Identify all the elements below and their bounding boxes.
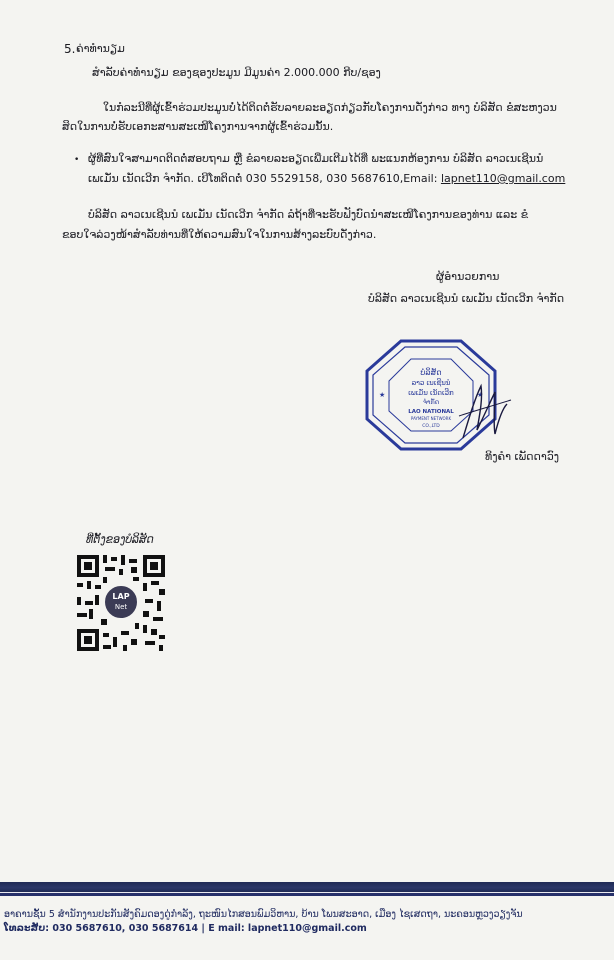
contact-line-1: ຜູ້ທີ່ສົນໃຈສາມາດຕິດຕໍ່ສອບຖາມ ຫຼື ຂໍລາຍລະອຽດເພີ່ມເຕີມໄດ້ທີ່ ພະແນກຫ້ອງການ ບໍລິສັດ ລາວເນເຊີນນໍ [88,152,544,165]
section-title: ຄ່າທຳນຽມ [76,42,125,55]
stamp-en-line-1: LAO NATIONAL [408,409,454,415]
signatory-company: ບໍລິສັດ ລາວເນເຊີນນໍ ເພເມັ່ນ ເນັດເວີກ ຈຳກັດ [368,292,565,305]
footer-band [0,882,614,896]
stamp-en-line-3: CO.,LTD [422,424,440,429]
qr-logo-text-bottom: Net [114,603,128,611]
stamp-lao-line-2: ລາວ ເນເຊີນນໍ [411,379,451,387]
contact-email-link[interactable]: lapnet110@gmail.com [440,172,566,185]
stamp-lao-line-3: ເພເມັ່ນ ເນັດເວີກ [408,389,454,397]
section-number: 5. [64,42,76,56]
contact-line-2-prefix: ເພເມັ່ນ ເນັດເວີກ ຈຳກັດ. ເບີໂທຕິດຕໍ່ 030 5529158, 030 5687610,Email: [88,172,441,185]
footer-address: ອາຄານຊັ້ນ 5 ສຳນັກງານປະກັນສັງຄົມດອງດູ່ກຳລັງ, ຖະໜົນໄກສອນພົມວິຫານ, ບ້ານ ໂພນສະອາດ, ເມືອງ ໄຊເສດຖາ, ນະຄອນຫຼວງວຽງຈັນ [4,909,523,920]
fee-line: ສຳລັບຄ່າທຳນຽມ ຂອງຊອງປະມູນ ມີມູນຄ່າ 2.000.000 ກີບ/ຊອງ [92,66,381,79]
stamp-lao-line-1: ບໍລິສັດ [420,368,442,377]
signatory-name: ທິງຄຳ ເພັດດາວົງ [485,450,560,463]
handwritten-signature [455,378,515,444]
contact-bullet: • [74,155,80,165]
thanks-line-1: ບໍລິສັດ ລາວເນເຊີນນໍ ເພເມັ່ນ ເນັດເວີກ ຈຳກັດ ລໍຖ້າທີ່ຈະຮັບຟັງບົດນຳສະເໜີໂຄງການຂອງທ່ານ ແລະ ຂໍ [88,208,529,221]
svg-text:★: ★ [477,391,484,399]
stamp-lao-line-4: ຈຳກັດ [422,398,440,406]
stamp-en-line-2: PAYMENT NETWORK [410,416,452,421]
thanks-line-2: ຂອບໃຈລ່ວງໜ້າສຳລັບທ່ານທີ່ໃຫ້ຄວາມສົນໃຈໃນການສ້າງລະບົບດັ່ງກ່າວ. [62,228,377,241]
notice-line-1: ໃນກໍລະນີທີ່ຜູ້ເຂົ້າຮ່ວມປະມູນບໍ່ໄດ້ຕິດຕໍ່ຮັບລາຍລະອຽດກ່ຽວກັບໂຄງການດັ່ງກ່າວ ທາງ ບໍລິສັດ ຂໍສະຫງວນ [103,101,557,114]
signatory-role: ຜູ້ອຳນວຍການ [436,270,500,283]
footer-contact: ໂທລະສັບ: 030 5687610, 030 5687614 | E mail: lapnet110@gmail.com [4,923,367,934]
qr-caption: ທີ່ຕັ້ງຂອງບໍລິສັດ [86,533,154,546]
contact-line-2 [88,172,565,186]
notice-line-2: ສິດໃນການບໍ່ຮັບເອກະສານສະເໜີໂຄງການຈາກຜູ້ເຂົ້າຮ່ວມນັ້ນ. [62,120,334,133]
qr-logo-text-top: LAP [112,592,130,601]
svg-text:★: ★ [379,391,386,399]
location-qr-code[interactable] [75,553,167,653]
